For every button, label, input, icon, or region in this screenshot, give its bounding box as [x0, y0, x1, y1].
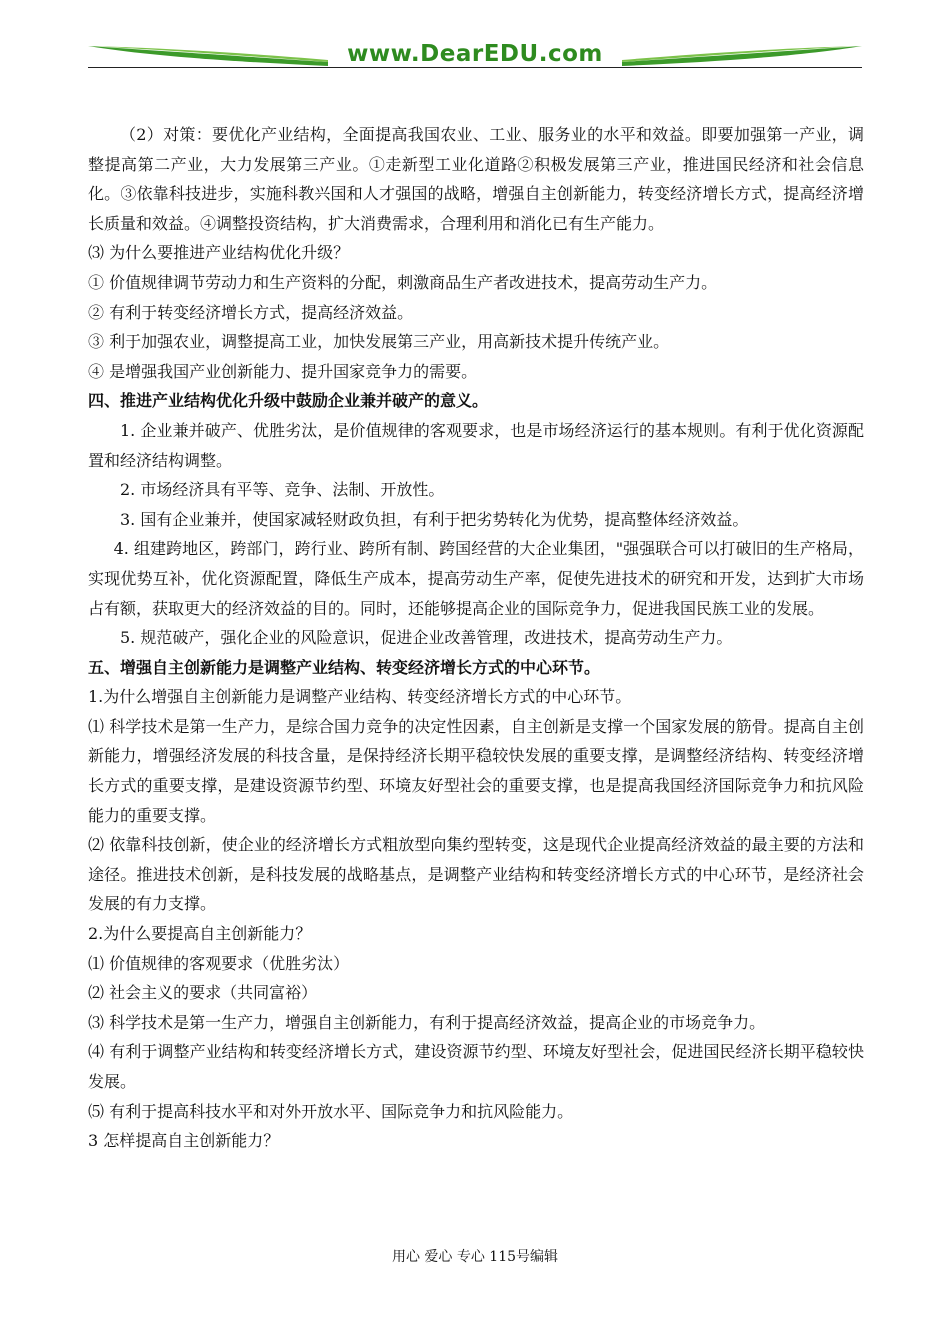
paragraph-countermeasures: （2）对策：要优化产业结构，全面提高我国农业、工业、服务业的水平和效益。即要加强第一产业，调整提高第二产业，大力发展第三产业。①走新型工业化道路②积极发展第三产业，推进国民经济和社会信息化。③依靠科技进步，实施科教兴国和人才强国的战略，增强自主创新能力，转变经济增长方式，提高经济增长质量和效益。④调整投资结构，扩大消费需求，合理利用和消化已有生产能力。	[88, 125, 864, 233]
subheading: 2.为什么要提高自主创新能力？	[88, 924, 312, 944]
list-item: ⑵ 依靠科技创新，使企业的经济增长方式粗放型向集约型转变，这是现代企业提高经济效益的最主要的方法和途径。推进技术创新，是科技发展的战略基点，是调整产业结构和转变经济增长方式的中心环节，是经济社会发展的有力支撑。	[88, 835, 864, 914]
list-item: ⑸ 有利于提高科技水平和对外开放水平、国际竞争力和抗风险能力。	[88, 1101, 574, 1121]
list-item: 3. 国有企业兼并，使国家减轻财政负担，有利于把劣势转化为优势，提高整体经济效益。	[120, 509, 749, 529]
list-item: ⑴ 价值规律的客观要求（优胜劣汰）	[88, 953, 350, 973]
page-footer: 用心 爱心 专心 115号编辑	[391, 1249, 559, 1265]
section-heading-five: 五、增强自主创新能力是调整产业结构、转变经济增长方式的中心环节。	[88, 657, 601, 677]
document-body	[88, 120, 864, 1156]
header-divider	[88, 67, 862, 68]
list-item: 1. 企业兼并破产、优胜劣汰，是价值规律的客观要求，也是市场经济运行的基本规则。有利于优化资源配置和经济结构调整。	[88, 420, 864, 470]
question-why-upgrade: ⑶ 为什么要推进产业结构优化升级？	[88, 243, 350, 263]
list-item: ⑷ 有利于调整产业结构和转变经济增长方式，建设资源节约型、环境友好型社会，促进国民经济长期平稳较快发展。	[88, 1042, 864, 1091]
list-item: ⑴ 科学技术是第一生产力，是综合国力竞争的决定性因素，自主创新是支撑一个国家发展的筋骨。提高自主创新能力，增强经济发展的科技含量，是保持经济长期平稳较快发展的重要支撑，是调整经济结构、转变经济增长方式的重要支撑，是建设资源节约型、环境友好型社会的重要支撑，也是提高我国经济国际竞争力和抗风险能力的重要支撑。	[88, 716, 864, 825]
list-item: ① 价值规律调节劳动力和生产资料的分配，刺激商品生产者改进技术，提高劳动生产力。	[88, 272, 718, 292]
list-item: ③ 利于加强农业，调整提高工业，加快发展第三产业，用高新技术提升传统产业。	[88, 332, 670, 352]
list-item: 5. 规范破产，强化企业的风险意识，促进企业改善管理，改进技术，提高劳动生产力。	[120, 628, 733, 648]
site-header	[88, 36, 862, 70]
list-item: 2. 市场经济具有平等、竞争、法制、开放性。	[120, 480, 445, 500]
list-item: ② 有利于转变经济增长方式，提高经济效益。	[88, 302, 414, 322]
list-item: ⑵ 社会主义的要求（共同富裕）	[88, 983, 318, 1003]
subheading: 1.为什么增强自主创新能力是调整产业结构、转变经济增长方式的中心环节。	[88, 687, 632, 707]
section-heading-four: 四、推进产业结构优化升级中鼓励企业兼并破产的意义。	[88, 391, 489, 411]
site-logo-text[interactable]: www.DearEDU.com	[347, 41, 603, 67]
list-item: ⑶ 科学技术是第一生产力，增强自主创新能力，有利于提高经济效益，提高企业的市场竞争力。	[88, 1012, 766, 1032]
list-item: 4. 组建跨地区，跨部门，跨行业、跨所有制、跨国经营的大企业集团，"强强联合可以打破旧的生产格局，实现优势互补，优化资源配置，降低生产成本，提高劳动生产率，促使先进技术的研究和开发，达到扩大市场占有额，获取更大的经济效益的目的。同时，还能够提高企业的国际竞争力，促进我国民族工业的发展。	[88, 539, 864, 618]
list-item: ④ 是增强我国产业创新能力、提升国家竞争力的需要。	[88, 361, 478, 381]
subheading: 3 怎样提高自主创新能力？	[88, 1131, 280, 1151]
